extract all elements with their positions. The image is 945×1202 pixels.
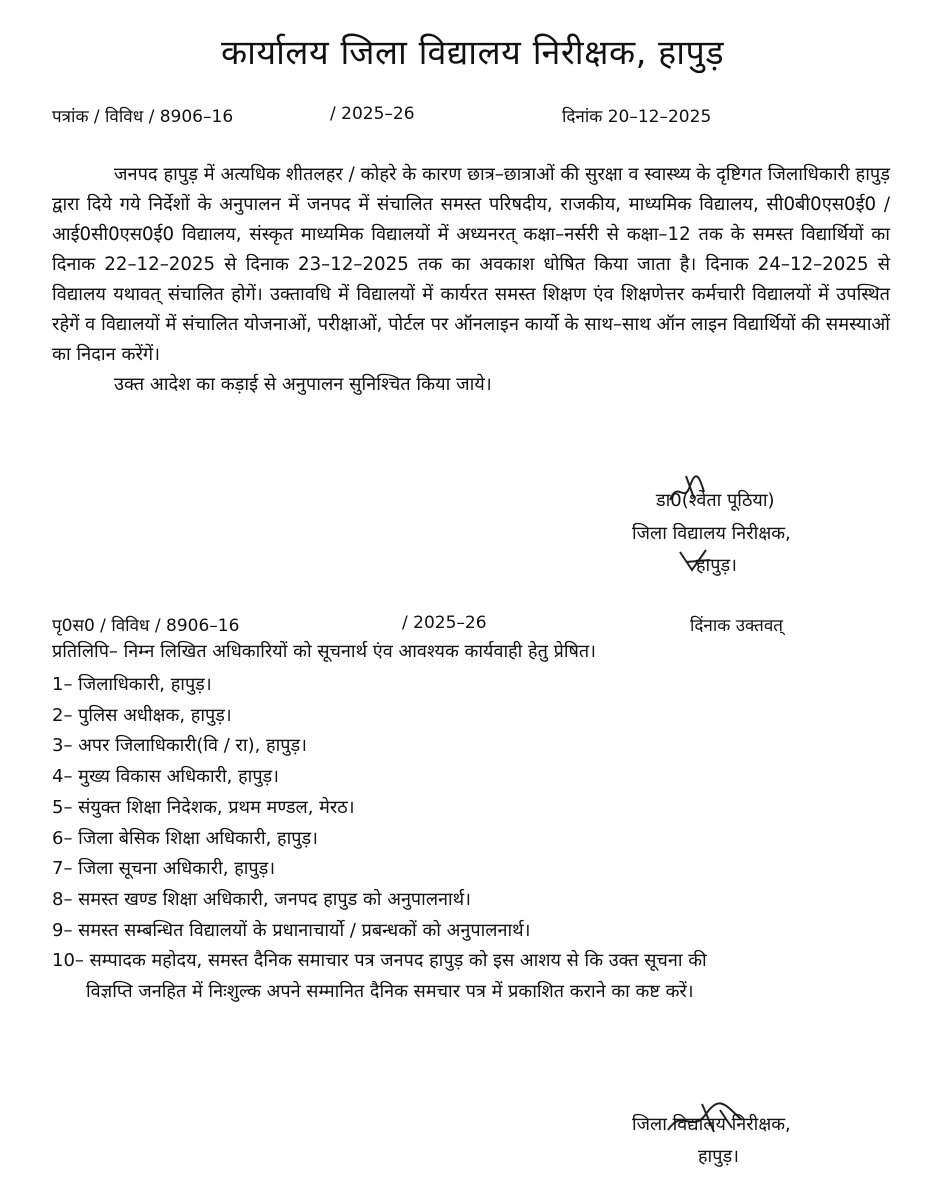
office-title: कार्यालय जिला विद्यालय निरीक्षक, हापुड़ (220, 33, 725, 73)
signatory-name: डा0(श्वेता पूठिया) (656, 490, 775, 511)
list-item: 4– मुख्य विकास अधिकारी, हापुड़। (52, 766, 280, 788)
copy-ref-date: दिंनाक उक्तवत् (690, 616, 783, 636)
signatory-designation-2: जिला विद्यालय निरीक्षक, (632, 1114, 791, 1135)
signatory-place: हापुड़। (696, 555, 737, 576)
list-item: 10– सम्पादक महोदय, समस्त दैनिक समाचार पत्र जनपद हापुड़ को इस आशय से कि उक्त सूचना की (52, 950, 707, 972)
list-item-continuation: विज्ञप्ति जनहित में निःशुल्क अपने सम्मानित दैनिक समचार पत्र में प्रकाशित कराने का कष्ट करें। (86, 981, 694, 1003)
list-item: 7– जिला सूचना अधिकारी, हापुड़। (52, 858, 276, 880)
copy-intro: प्रतिलिपि– निम्न लिखित अधिकारियों को सूचनार्थ एंव आवश्यक कार्यवाही हेतु प्रेषित। (52, 641, 596, 662)
signatory-designation: जिला विद्यालय निरीक्षक, (632, 523, 791, 544)
list-item: 3– अपर जिलाधिकारी(वि / रा), हापुड़। (52, 735, 307, 757)
order-paragraph: जनपद हापुड़ में अत्यधिक शीतलहर / कोहरे के कारण छात्र–छात्राओं की सुरक्षा व स्वास्थ्य के दृष्टिगत जिलाधिकारी हापुड़ द्वारा दिये गये निर्देशों के अनुपालन में जनपद में संचालित समस्त परिषदीय, राजकीय, माध्यमिक विद्यालय, सी0बी0एस0ई0 / आई0सी0एस0ई0 विद्यालय, संस्कृत माध्यमिक विद्यालयों में अध्यनरत् कक्षा–नर्सरी से कक्षा–12 तक के समस्त विद्यार्थियों का दिनाक 22–12–2025 से दिनाक 23–12–2025 तक का अवकाश धोषित किया जाता है। दिनाक 24–12–2025 से विद्यालय यथावत् संचालित होगें। उक्तावधि में विद्यालयों में कार्यरत समस्त शिक्षण एंव शिक्षणेत्तर कर्मचारी विद्यालयों में उपस्थित रहेगें व विद्यालयों में संचालित योजनाओं, परीक्षाओं, पोर्टल पर ऑनलाइन कार्यो के साथ–साथ ऑन लाइन विद्यार्थियों की समस्याओं का निदान करेंगें। (52, 164, 890, 365)
ref-date: दिनांक 20–12–2025 (562, 107, 712, 127)
ref-number: पत्रांक / विविध / 8906–16 (52, 107, 234, 127)
order-body (52, 160, 890, 400)
copy-ref-year: / 2025–26 (402, 613, 487, 633)
list-item: 9– समस्त सम्बन्धित विद्यालयों के प्रधानाचार्यो / प्रबन्धकों को अनुपालनार्थ। (52, 919, 531, 941)
signatory-place-2: हापुड़। (698, 1146, 739, 1167)
copy-recipient-list (52, 670, 852, 1008)
list-item: 8– समस्त खण्ड शिक्षा अधिकारी, जनपद हापुड को अनुपालनार्थ। (52, 888, 472, 910)
list-item: 6– जिला बेसिक शिक्षा अधिकारी, हापुड़। (52, 827, 318, 849)
compliance-paragraph: उक्त आदेश का कड़ाई से अनुपालन सुनिश्चित किया जाये। (114, 374, 492, 395)
list-item: 5– संयुक्त शिक्षा निदेशक, प्रथम मण्डल, मेरठ। (52, 796, 355, 818)
list-item: 1– जिलाधिकारी, हापुड़। (52, 674, 212, 695)
copy-ref-number: पृ0स0 / विविध / 8906–16 (52, 616, 240, 636)
ref-year: / 2025–26 (330, 104, 415, 124)
list-item: 2– पुलिस अधीक्षक, हापुड़। (52, 704, 232, 726)
